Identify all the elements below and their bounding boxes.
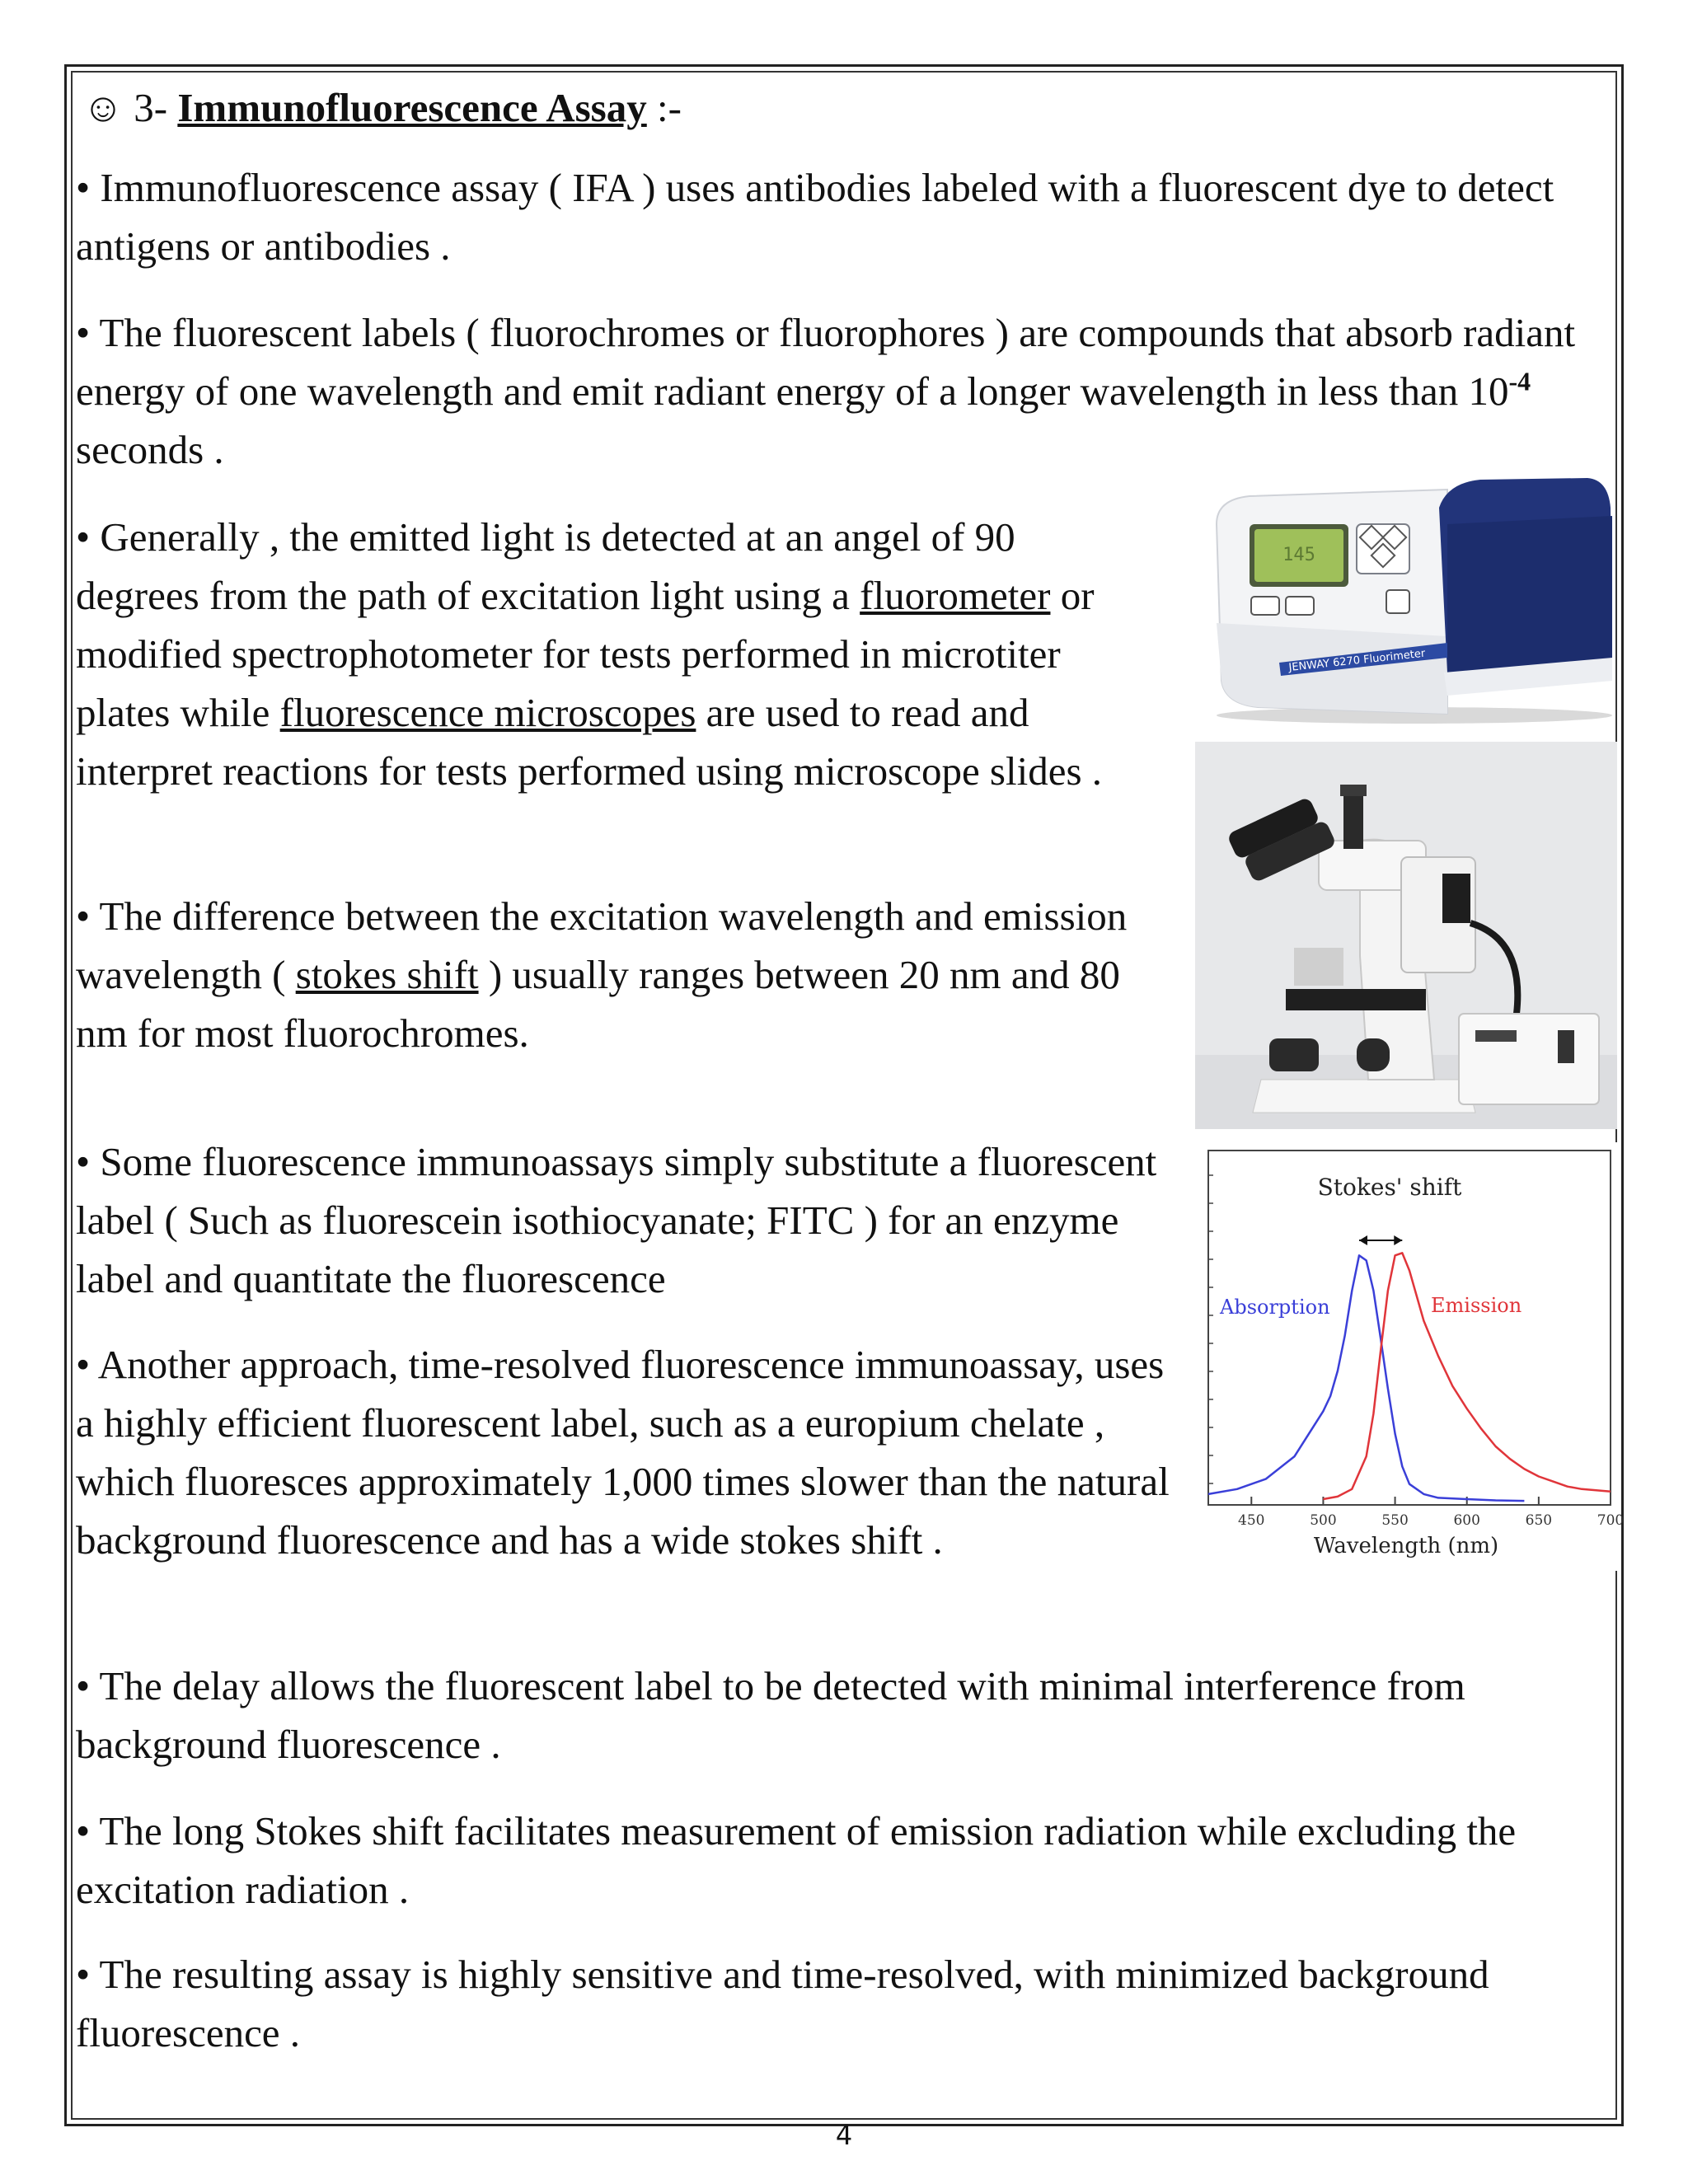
legend-absorption: Absorption xyxy=(1220,1296,1330,1319)
term-fluorescence-microscopes: fluorescence microscopes xyxy=(279,690,696,735)
x-tick-label-550: 550 xyxy=(1381,1512,1409,1529)
paragraph-detection: • Generally , the emitted light is detected at an angel of 90 degrees from the path of excitation light using a fluorometer or modified spectrophotometer for tests performed in microtiter plates while fluorescence microscopes are used to read and interpret reactions for tests performed using microscope slides . xyxy=(76,514,1103,794)
paragraph-long-stokes: • The long Stokes shift facilitates measurement of emission radiation while excluding the excitation radiation . xyxy=(76,1808,1517,1912)
paragraph-fluorescent-labels: • The fluorescent labels ( fluorochromes or fluorophores ) are compounds that absorb radiant energy of one wavelength and emit radiant energy of a longer wavelength in less than $10^{-4}$ seconds . xyxy=(76,310,1576,472)
fluorometer-display: 145 xyxy=(1282,545,1315,565)
paragraph-time-resolved: • Another approach, time-resolved fluorescence immunoassay, uses a highly efficient fluorescent label, such as a europium chelate , which fluoresces approximately 1,000 times slower than the natural background fluorescence and has a wide stokes shift . xyxy=(76,1342,1170,1563)
exponent: -4 xyxy=(1508,366,1531,396)
section-heading xyxy=(82,78,682,137)
paragraph-fitc: • Some fluorescence immunoassays simply substitute a fluorescent label ( Such as fluorescein isothiocyanate; FITC ) for an enzyme label and quantitate the fluorescence xyxy=(76,1139,1157,1301)
section-number: 3- xyxy=(134,85,168,130)
x-tick-label-600: 600 xyxy=(1453,1512,1480,1529)
chart-title: Stokes' shift xyxy=(1317,1174,1462,1201)
chart-xlabel: Wavelength (nm) xyxy=(1313,1534,1499,1558)
x-tick-label-450: 450 xyxy=(1238,1512,1265,1529)
x-tick-label-650: 650 xyxy=(1525,1512,1553,1529)
section-title-suffix: :- xyxy=(657,85,682,130)
page-number: 4 xyxy=(835,2120,853,2151)
fluorometer-image xyxy=(1200,475,1615,725)
x-tick-label-500: 500 xyxy=(1310,1512,1337,1529)
x-tick-label-700: 700 xyxy=(1597,1512,1625,1529)
fluorometer-brand-label: JENWAY 6270 Fluorimeter xyxy=(1287,647,1426,674)
stokes-shift-chart-svg xyxy=(1195,1142,1625,1571)
paragraph-result: • The resulting assay is highly sensitive and time-resolved, with minimized background fluorescence . xyxy=(76,1952,1489,2055)
term-stokes-shift: stokes shift xyxy=(295,952,479,997)
term-fluorometer: fluorometer xyxy=(860,573,1051,618)
paragraph-ifa-definition: • Immunofluorescence assay ( IFA ) uses antibodies labeled with a fluorescent dye to detect antigens or antibodies . xyxy=(76,165,1554,269)
paragraph-delay: • The delay allows the fluorescent label to be detected with minimal interference from background fluorescence . xyxy=(76,1663,1465,1767)
smiley-icon: ☺ xyxy=(82,85,124,130)
stokes-shift-chart xyxy=(1195,1142,1625,1571)
fluorescence-microscope-image xyxy=(1195,742,1617,1129)
legend-emission: Emission xyxy=(1431,1294,1522,1317)
paragraph-stokes-shift: • The difference between the excitation wavelength and emission wavelength ( stokes shift ) usually ranges between 20 nm and 80 nm for most fluorochromes. xyxy=(76,893,1128,1056)
section-title: Immunofluorescence Assay xyxy=(177,85,647,130)
